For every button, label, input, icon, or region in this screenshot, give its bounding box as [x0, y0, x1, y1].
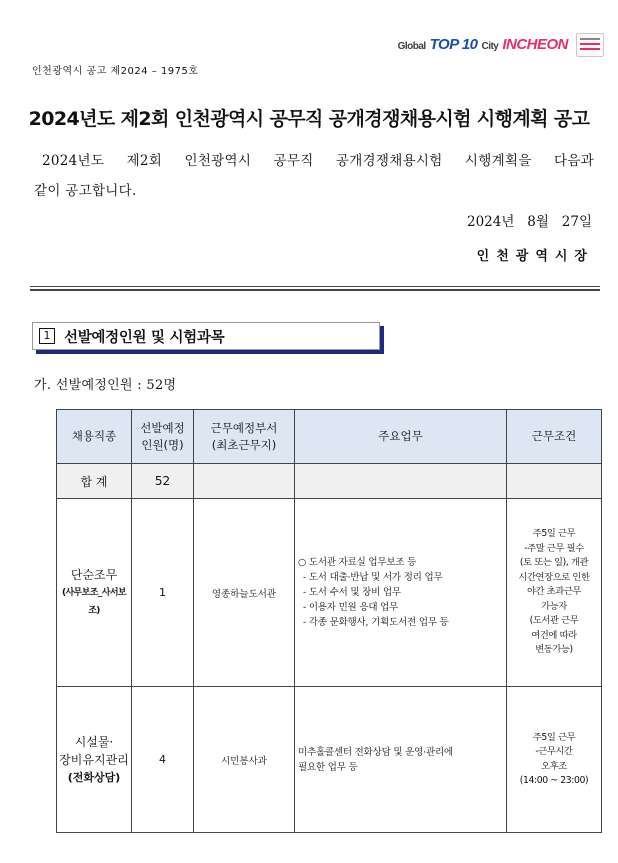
cond-line: 주5일 근무: [532, 731, 576, 743]
cond-line: 주5일 근무: [532, 528, 576, 540]
row2-job-line1: 시설물·: [74, 734, 114, 749]
table-row: [57, 499, 602, 687]
logo-city: City: [481, 41, 499, 52]
header-count: [132, 410, 194, 464]
cond-line: (토 또는 일), 개관: [519, 557, 589, 569]
duty-line: - 도서 대출·반납 및 서가 정리 업무: [303, 572, 443, 583]
total-empty-duty: [295, 464, 507, 499]
duty-line: - 도서 수서 및 장비 업무: [303, 587, 401, 598]
cond-line: 오후조: [541, 760, 567, 772]
cond-line: 가능자: [541, 600, 567, 612]
table-total-row: [57, 464, 602, 499]
header-count-line2: 인원(명): [141, 437, 184, 452]
intro-line-1: 2024년도 제2회 인천광역시 공무직 공개경쟁채용시험 시행계획을 다음과: [42, 153, 594, 169]
logo-incheon: INCHEON: [502, 36, 568, 53]
notice-number: 인천광역시 공고 제2024 – 1975호: [32, 66, 199, 77]
divider-bottom: [30, 289, 600, 291]
section-title: 선발예정인원 및 시험과목: [64, 329, 225, 346]
logo-wordmark: [398, 36, 568, 54]
recruitment-table: [56, 409, 602, 833]
top10-city-logo: [398, 33, 604, 57]
cond-line: -주말 근무 필수: [524, 542, 584, 554]
notice-date: 2024년 8월 27일: [467, 214, 592, 230]
cond-line: 야간 초과근무: [526, 586, 582, 598]
section-number: 1: [39, 328, 55, 344]
duty-line: 필요한 업무 등: [298, 761, 358, 773]
header-count-line1: 선발예정: [140, 420, 185, 435]
total-count: 52: [132, 464, 194, 499]
intro-line-2: 같이 공고합니다.: [34, 183, 137, 199]
row1-conditions: [507, 499, 602, 687]
header-cond: 근무조건: [507, 410, 602, 464]
table-row: [57, 687, 602, 833]
duty-line: - 이용자 민원 응대 업무: [303, 602, 399, 613]
header-job: 채용직종: [57, 410, 132, 464]
cond-line: (14:00 ~ 23:00): [519, 775, 589, 786]
row2-duties: [295, 687, 507, 833]
total-empty-cond: [507, 464, 602, 499]
row1-job: [57, 499, 132, 687]
duty-line: 미추홀콜센터 전화상담 및 운영·관리에: [298, 746, 453, 758]
duty-line: - 각종 문화행사, 기획도서전 업무 등: [303, 617, 449, 628]
row2-conditions: [507, 687, 602, 833]
logo-top10: TOP 10: [429, 36, 478, 53]
row1-dept: 영종하늘도서관: [194, 499, 295, 687]
row2-job-line2: 장비유지관리: [59, 752, 129, 767]
total-label: 합 계: [57, 464, 132, 499]
page-title: 2024년도 제2회 인천광역시 공무직 공개경쟁채용시험 시행계획 공고: [28, 108, 590, 130]
row2-dept: 시민봉사과: [194, 687, 295, 833]
row2-job-line3: (전화상담): [67, 770, 121, 784]
row1-job-title: 단순조무: [70, 567, 118, 582]
cond-line: (도서관 근무: [529, 615, 579, 627]
signer: 인천광역시장: [476, 249, 594, 264]
divider-top: [30, 286, 600, 287]
header-dept-line1: 근무예정부서: [210, 420, 278, 435]
header-duty: 주요업무: [295, 410, 507, 464]
cond-line: 여건에 따라: [531, 629, 577, 641]
total-empty-dept: [194, 464, 295, 499]
city-emblem-icon: [576, 33, 604, 57]
cond-line: -근무시간: [535, 746, 573, 757]
section-heading: [32, 322, 380, 350]
cond-line: 시간연장으로 인한: [518, 571, 590, 583]
table-header-row: [57, 410, 602, 464]
duty-line: ○ 도서관 자료실 업무보조 등: [298, 557, 417, 568]
header-dept: [194, 410, 295, 464]
row1-count: 1: [132, 499, 194, 687]
row1-duties: [295, 499, 507, 687]
subheading: 가. 선발예정인원 : 52명: [34, 378, 177, 393]
logo-global: Global: [397, 41, 426, 52]
cond-line: 변동가능): [535, 644, 573, 656]
row2-count: 4: [132, 687, 194, 833]
row1-job-sub: (사무보조_사서보조): [61, 587, 127, 616]
row2-job: [57, 687, 132, 833]
header-dept-line2: (최초근무지): [211, 437, 277, 452]
